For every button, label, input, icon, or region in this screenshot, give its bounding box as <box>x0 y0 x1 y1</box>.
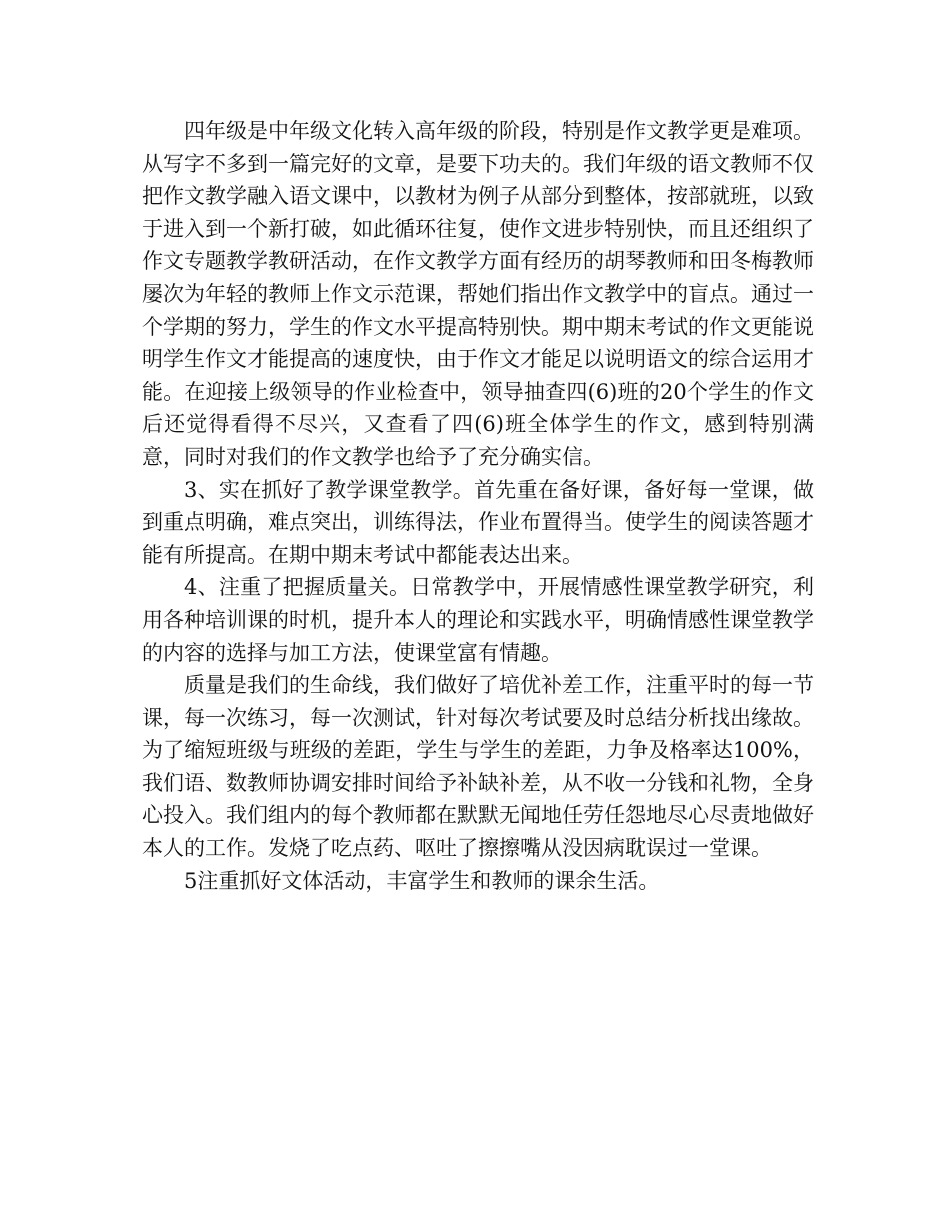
paragraph-item-5-activities: 5注重抓好文体活动，丰富学生和教师的课余生活。 <box>184 868 660 893</box>
paragraph-composition-teaching: 四年级是中年级文化转入高年级的阶段，特别是作文教学更是难项。从写字不多到一篇完好的文章，是要下功夫的。我们年级的语文教师不仅把作文教学融入语文课中，以教材为例子从部分到整体，按部就班，以致于进入到一个新打破，如此循环往复，使作文进步特别快，而且还组织了作文专题教学教研活动，在作文教学方面有经历的胡琴教师和田冬梅教师屡次为年轻的教师上作文示范课，帮她们指出作文教学中的盲点。通过一个学期的努力，学生的作文水平提高特别快。期中期末考试的作文更能说明学生作文才能提高的速度快，由于作文才能足以说明语文的综合运用才能。在迎接上级领导的作业检查中，领导抽查四(6)班的20个学生的作文后还觉得看得不尽兴，又查看了四(6)班全体学生的作文，感到特别满意，同时对我们的作文教学也给予了充分确实信。 <box>142 119 814 469</box>
paragraph-quality-lifeline: 质量是我们的生命线，我们做好了培优补差工作，注重平时的每一节课，每一次练习，每一次测试，针对每次考试要及时总结分析找出缘故。为了缩短班级与班级的差距，学生与学生的差距，力争及格率达100%，我们语、数教师协调安排时间给予补缺补差，从不收一分钱和礼物，全身心投入。我们组内的每个教师都在默默无闻地任劳任怨地尽心尽责地做好本人的工作。发烧了吃点药、呕吐了擦擦嘴从没因病耽误过一堂课。 <box>142 673 814 861</box>
paragraph-item-3-classroom-teaching: 3、实在抓好了教学课堂教学。首先重在备好课，备好每一堂课，做到重点明确，难点突出，训练得法，作业布置得当。使学生的阅读答题才能有所提高。在期中期末考试中都能表达出来。 <box>142 477 814 567</box>
document-body <box>142 115 814 897</box>
paragraph-item-4-quality-control: 4、注重了把握质量关。日常教学中，开展情感性课堂教学研究，利用各种培训课的时机，提升本人的理论和实践水平，明确情感性课堂教学的内容的选择与加工方法，使课堂富有情趣。 <box>142 575 814 665</box>
